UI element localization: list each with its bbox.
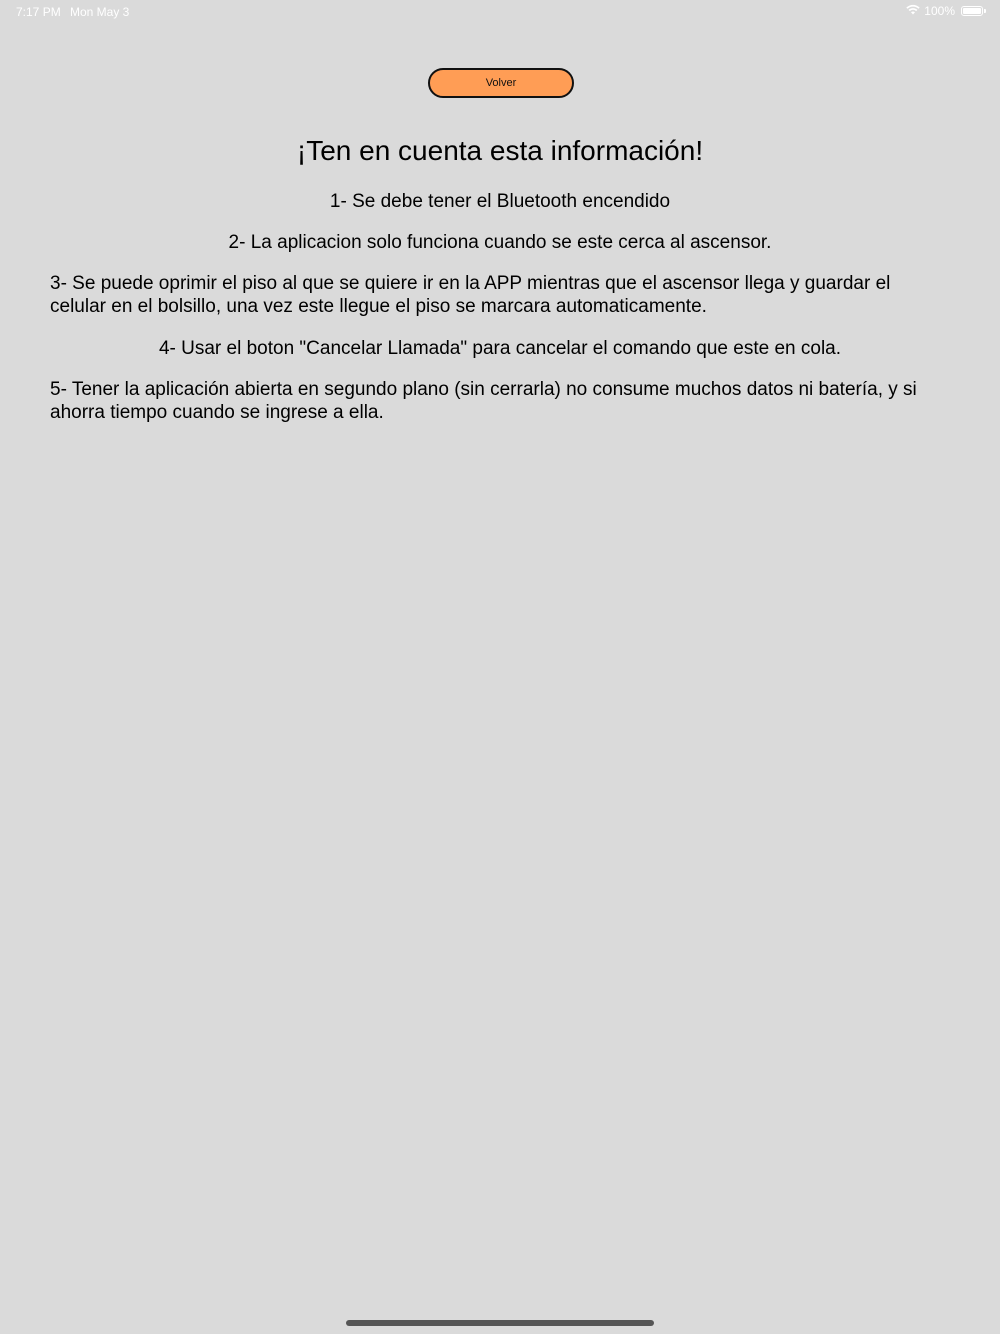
back-button[interactable]: Volver bbox=[428, 68, 574, 98]
battery-cap bbox=[984, 9, 986, 13]
battery-fill bbox=[963, 8, 981, 14]
info-item-2: 2- La aplicacion solo funciona cuando se este cerca al ascensor. bbox=[228, 232, 772, 253]
info-item-5: 5- Tener la aplicación abierta en segundo plano (sin cerrarla) no consume muchos datos ni batería, y si ahorra tiempo cuando se ingrese a ella. bbox=[50, 379, 917, 423]
battery-icon bbox=[961, 6, 983, 16]
status-bar bbox=[0, 0, 1000, 24]
info-item-4: 4- Usar el boton "Cancelar Llamada" para cancelar el comando que este en cola. bbox=[158, 338, 842, 359]
home-indicator[interactable] bbox=[346, 1320, 654, 1326]
battery-percent: 100% bbox=[924, 4, 955, 18]
info-item-1: 1- Se debe tener el Bluetooth encendido bbox=[329, 191, 671, 212]
info-item-3: 3- Se puede oprimir el piso al que se quiere ir en la APP mientras que el ascensor llega y guardar el celular en el bolsillo, una vez este llegue el piso se marcara automaticamente. bbox=[50, 273, 891, 317]
status-indicators bbox=[906, 4, 986, 18]
wifi-icon bbox=[906, 4, 920, 18]
status-date: Mon May 3 bbox=[70, 5, 130, 19]
page-title: ¡Ten en cuenta esta información! bbox=[296, 135, 704, 166]
status-time: 7:17 PM bbox=[16, 5, 61, 19]
